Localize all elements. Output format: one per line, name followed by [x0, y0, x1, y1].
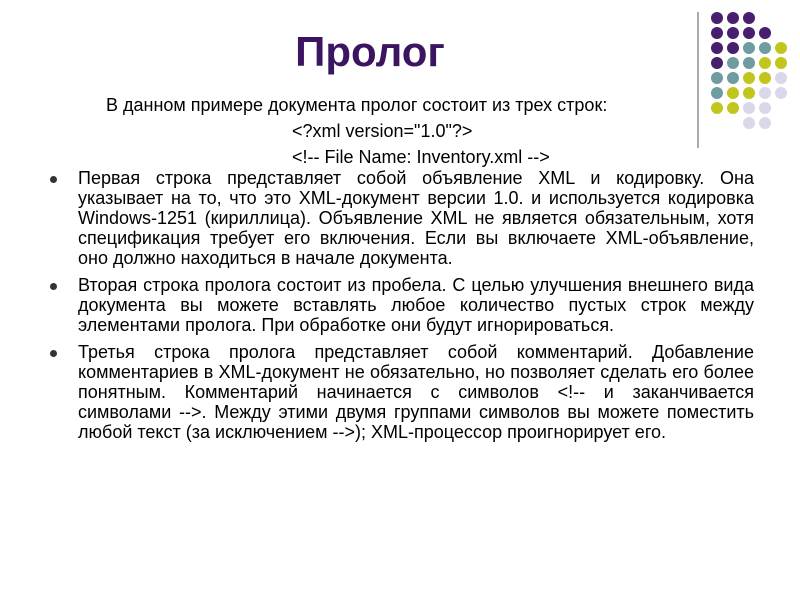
- code-line-2: <!-- File Name: Inventory.xml -->: [292, 147, 550, 167]
- decorative-dot: [727, 87, 739, 99]
- bullet-text: Вторая строка пролога состоит из пробела. С целью улучшения внешнего вида документа вы можете вставлять любое количество пустых строк между элементами пролога. При обработке они будут игнорироваться.: [78, 275, 754, 335]
- decorative-dot: [727, 27, 739, 39]
- decorative-dot: [727, 72, 739, 84]
- decorative-dot: [759, 117, 771, 129]
- decorative-dot: [727, 42, 739, 54]
- bullet-item: [50, 342, 754, 442]
- bullet-text: Первая строка представляет собой объявление XML и кодировку. Она указывает на то, что это XML-документ версии 1.0. и используется кодировка Windows-1251 (кириллица). Объявление XML не является обязательным, хотя спецификация требует его включения. Если вы включаете XML-объявление, оно должно находиться в начале документа.: [78, 168, 754, 268]
- bullet-text: Третья строка пролога представляет собой комментарий. Добавление комментариев в XML-документ не обязательно, но позволяет сделать его более понятным. Комментарий начинается с символов <!-- и заканчивается символами -->. Между этими двумя группами символов вы можете поместить любой текст (за исключением -->); XML-процессор проигнорирует его.: [78, 342, 754, 442]
- bullet-icon: [50, 176, 57, 183]
- decorative-dot: [759, 27, 771, 39]
- decorative-dot: [711, 87, 723, 99]
- decorative-dot: [759, 87, 771, 99]
- decorative-dot: [743, 102, 755, 114]
- decorative-dot: [711, 72, 723, 84]
- decorative-dot: [743, 12, 755, 24]
- bullet-item: [50, 275, 754, 335]
- decorative-dot: [727, 12, 739, 24]
- bullet-icon: [50, 350, 57, 357]
- decorative-dot: [743, 72, 755, 84]
- decorative-dot: [711, 27, 723, 39]
- decorative-dot: [743, 42, 755, 54]
- decorative-dot: [759, 102, 771, 114]
- decorative-dot: [711, 12, 723, 24]
- decorative-dot: [759, 57, 771, 69]
- decorative-dot: [775, 87, 787, 99]
- decorative-dot: [743, 27, 755, 39]
- decorative-dot: [727, 102, 739, 114]
- decorative-dot: [727, 57, 739, 69]
- decorative-dot: [743, 57, 755, 69]
- decorative-dot: [775, 72, 787, 84]
- slide-title: Пролог: [295, 28, 445, 75]
- decorative-dot: [743, 117, 755, 129]
- decorative-dot: [775, 42, 787, 54]
- bullet-icon: [50, 283, 57, 290]
- decorative-dot: [711, 42, 723, 54]
- decorative-dot: [711, 102, 723, 114]
- intro-text: В данном примере документа пролог состоит из трех строк:: [106, 95, 608, 115]
- decorative-dot: [775, 57, 787, 69]
- bullet-list: [50, 168, 754, 449]
- bullet-item: [50, 168, 754, 268]
- decorative-dot: [711, 57, 723, 69]
- code-line-1: <?xml version="1.0"?>: [292, 121, 473, 141]
- decorative-dot: [743, 87, 755, 99]
- decorative-dot: [759, 72, 771, 84]
- decorative-dot: [759, 42, 771, 54]
- decorative-divider: [697, 12, 699, 148]
